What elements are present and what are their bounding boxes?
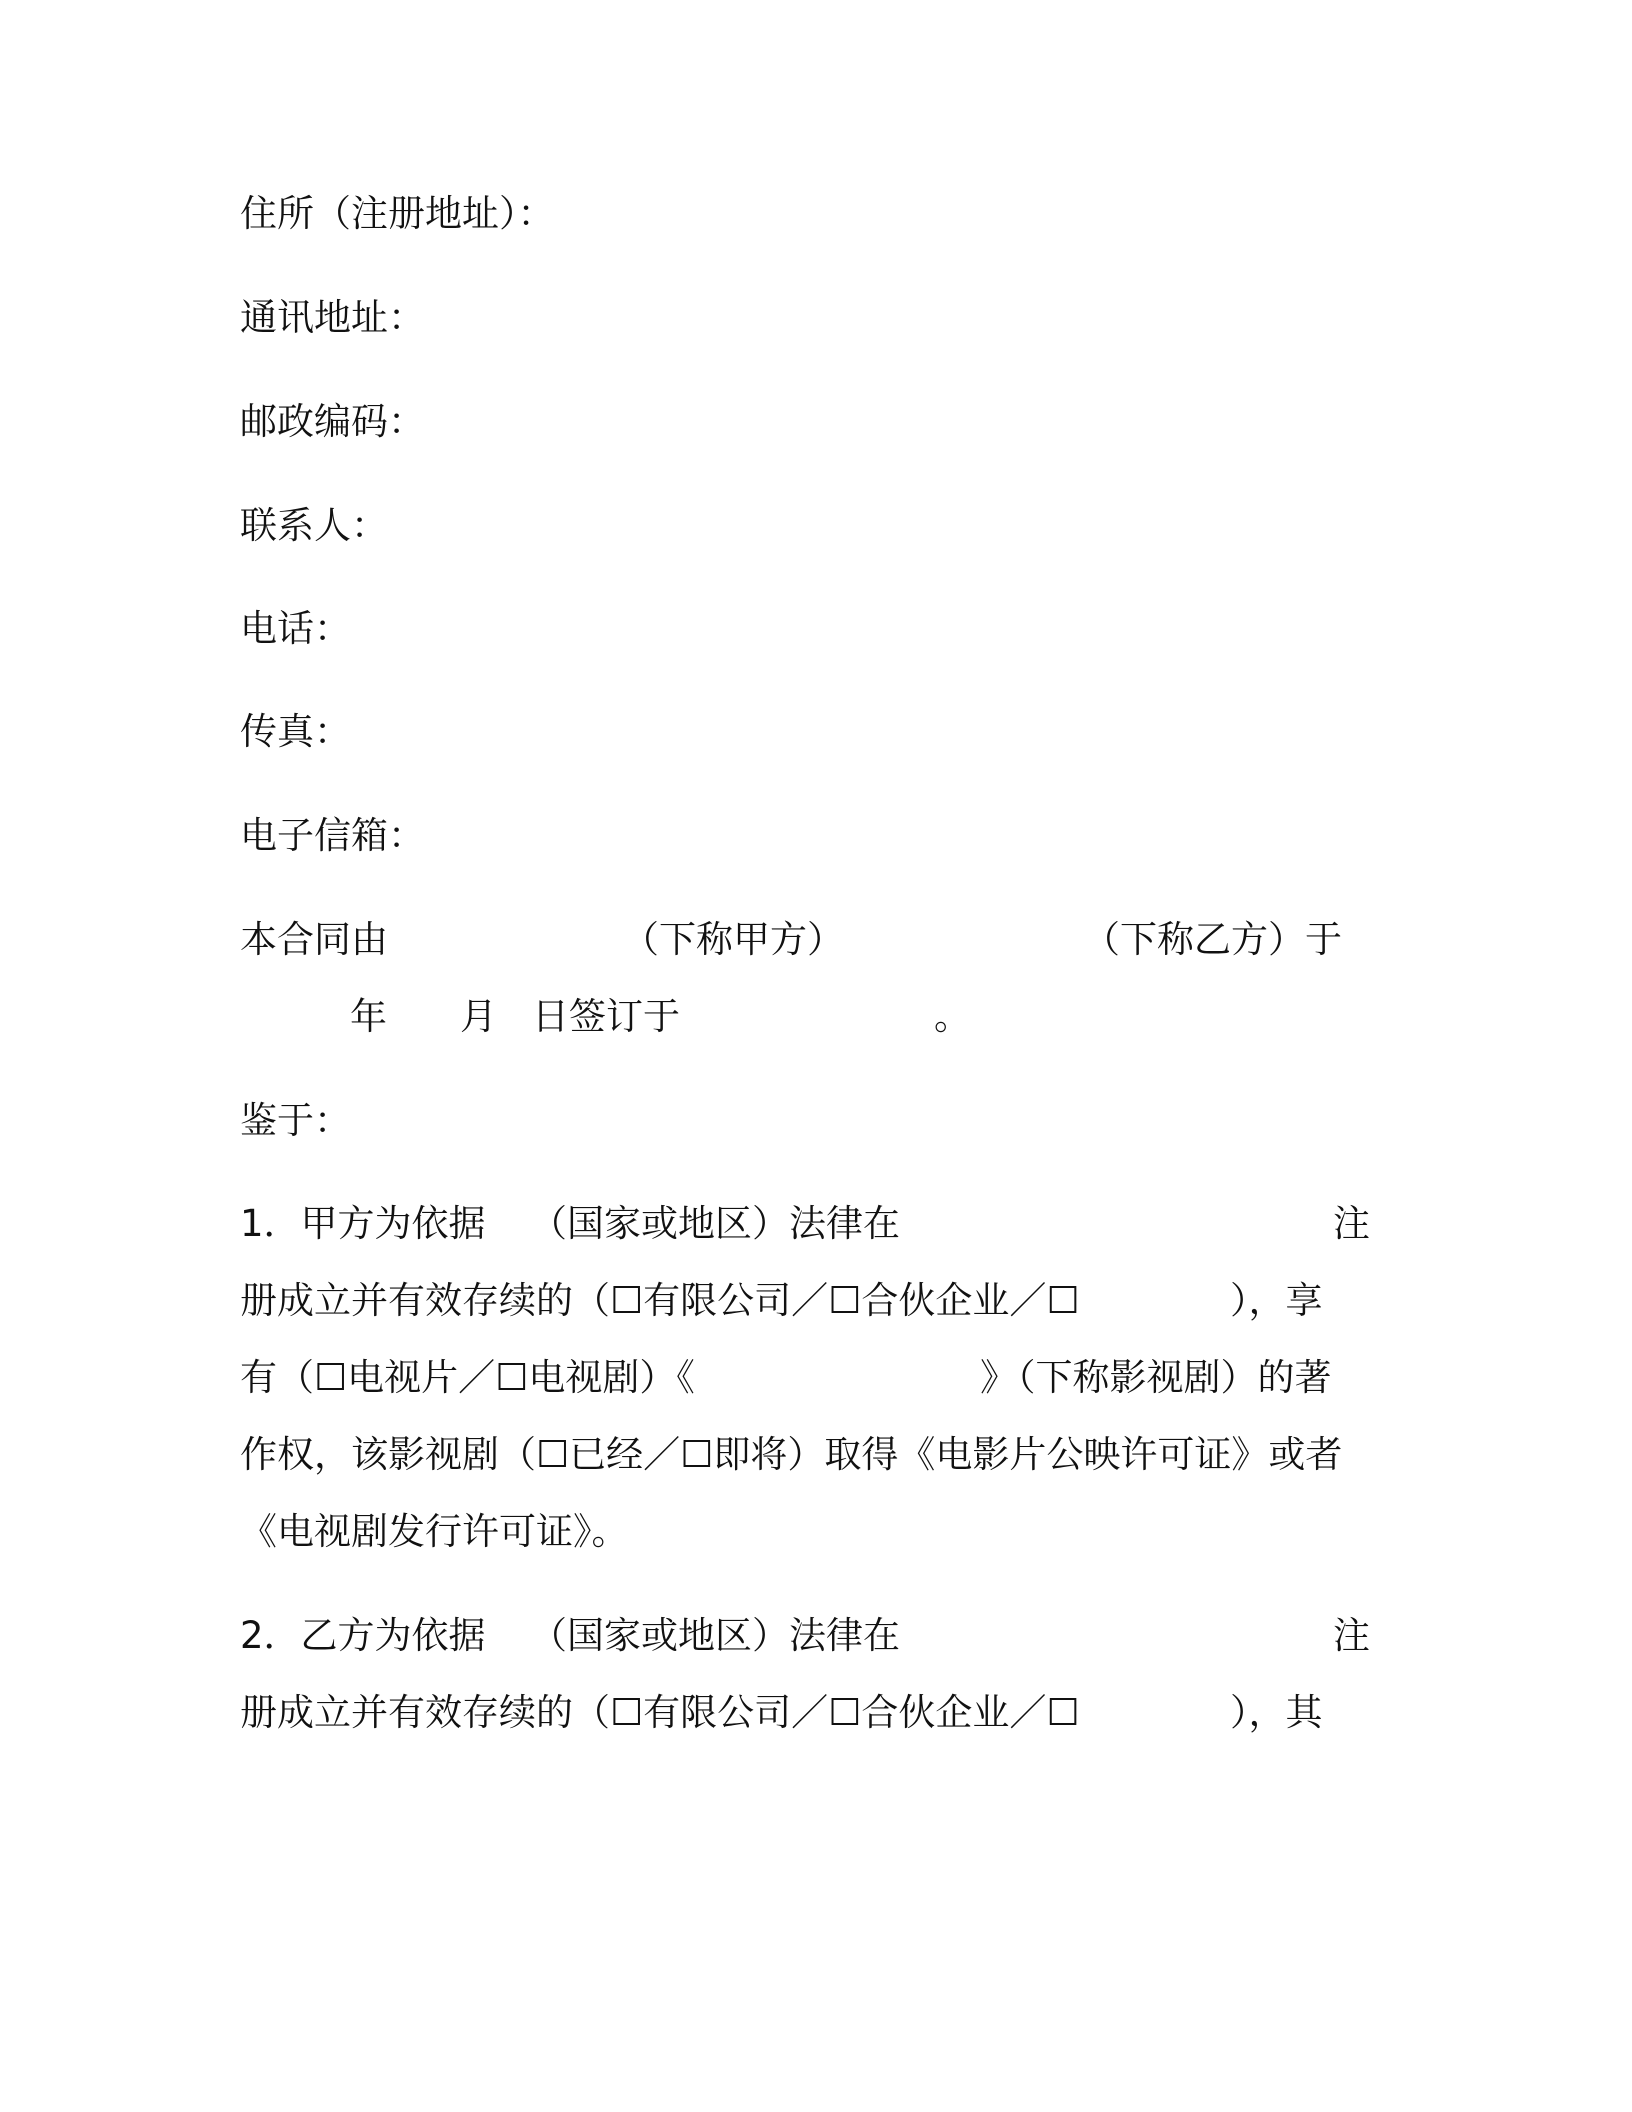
clause2-line1-a: 2．乙方为依据 — [240, 1614, 486, 1657]
clause1-line2-a: 册成立并有效存续的（☐有限公司／☐合伙企业／☐ — [240, 1279, 1080, 1322]
clause1-line4: 作权，该影视剧（☐已经／☐即将）取得《电影片公映许可证》或者 — [240, 1433, 1343, 1476]
clause1-line1-a: 1．甲方为依据 — [240, 1202, 486, 1245]
intro-party-b-alias: （下称乙方）于 — [1083, 918, 1342, 961]
clause1-line3-b: 》（下称影视剧）的著 — [980, 1356, 1332, 1399]
clause1-line3-a: 有（☐电视片／☐电视剧）《 — [240, 1356, 695, 1399]
clause2-line1-b: （国家或地区）法律在 — [530, 1614, 900, 1657]
clause2-line1-c: 注 — [1333, 1614, 1370, 1657]
clause2-line2-a: 册成立并有效存续的（☐有限公司／☐合伙企业／☐ — [240, 1691, 1080, 1734]
registered-address-label: 住所（注册地址）： — [240, 192, 555, 235]
intro-month: 月 — [460, 995, 497, 1038]
clause1-line5: 《电视剧发行许可证》。 — [240, 1510, 629, 1553]
postcode-label: 邮政编码： — [240, 400, 425, 443]
phone-label: 电话： — [240, 607, 351, 650]
intro-period: 。 — [934, 995, 971, 1038]
contact-person-label: 联系人： — [240, 504, 388, 547]
clause2-line2-b: ），其 — [1230, 1691, 1323, 1734]
fax-label: 传真： — [240, 710, 351, 753]
clause1-line1-b: （国家或地区）法律在 — [530, 1202, 900, 1245]
clause1-line1-c: 注 — [1333, 1202, 1370, 1245]
intro-day-signed-at: 日签订于 — [532, 995, 680, 1038]
intro-year: 年 — [350, 995, 387, 1038]
mailing-address-label: 通讯地址： — [240, 296, 425, 339]
whereas-heading: 鉴于： — [240, 1099, 351, 1142]
intro-signed-by: 本合同由 — [240, 918, 388, 961]
clause1-line2-b: ），享 — [1230, 1279, 1323, 1322]
email-label: 电子信箱： — [240, 814, 425, 857]
intro-party-a-alias: （下称甲方） — [622, 918, 844, 961]
